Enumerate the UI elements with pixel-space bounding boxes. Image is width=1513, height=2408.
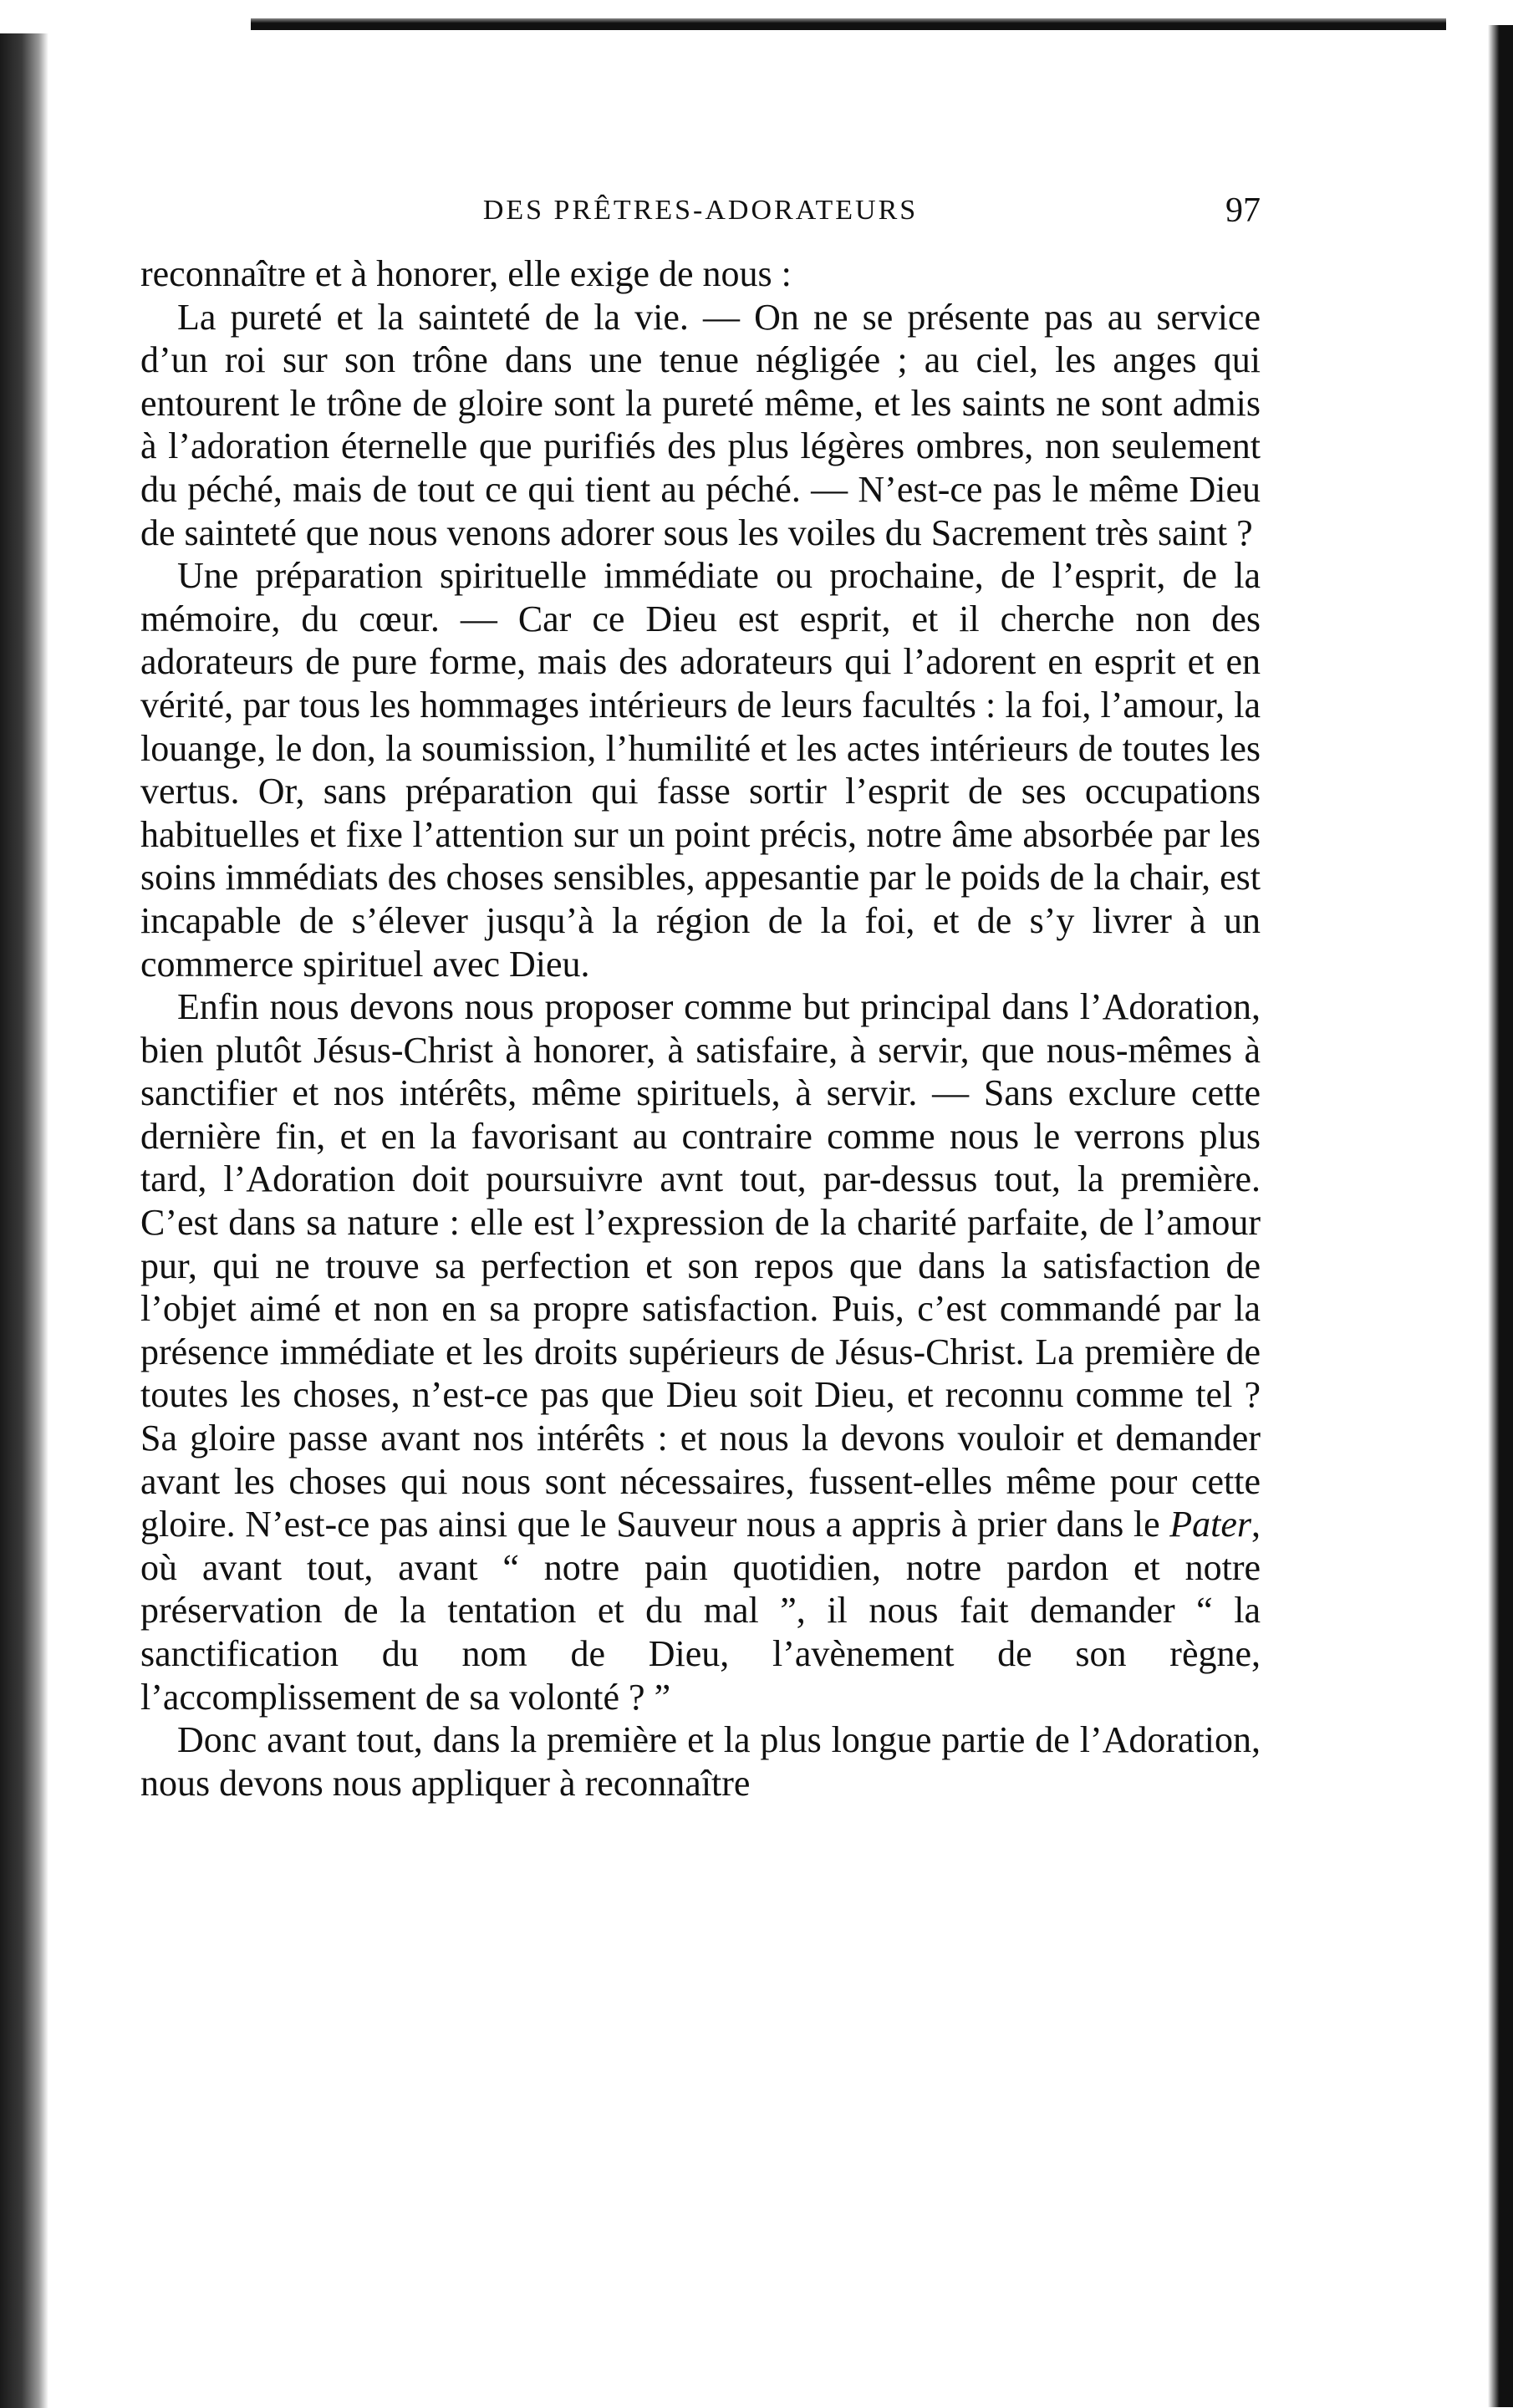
scan-right-edge	[1488, 25, 1513, 2407]
page-number: 97	[1225, 191, 1261, 230]
body-text	[140, 252, 1261, 1805]
paragraph-principal-aim	[140, 985, 1261, 1718]
scan-top-rule	[251, 18, 1446, 30]
paragraph-continuation: reconnaître et à honorer, elle exige de nous :	[140, 253, 792, 294]
pater-word: Pater	[1169, 1504, 1251, 1545]
running-title: DES PRÊTRES-ADORATEURS	[482, 195, 919, 226]
book-page	[140, 186, 1261, 1805]
running-head	[140, 186, 1261, 236]
paragraph-purity: La pureté et la sainteté de la vie. — On ne se présente pas au service d’un roi sur son trône dans une tenue négligée ; au ciel, les anges qui entourent le trône de gloire sont la pureté même, et les saints ne sont admis à l’adoration éternelle que purifiés des plus légères ombres, non seulement du péché, mais de tout ce qui tient au péché. — N’est-ce pas le même Dieu de sainteté que nous venons adorer sous les voiles du Sacrement très saint ?	[140, 296, 1261, 553]
paragraph-preparation: Une préparation spirituelle immédiate ou prochaine, de l’esprit, de la mémoire, du cœur. — Car ce Dieu est esprit, et il cherche non des adorateurs de pure forme, mais des adorateurs qui l’adorent en esprit et en vérité, par tous les hommages intérieurs de leurs facultés : la foi, l’amour, la louange, le don, la soumission, l’humilité et les actes intérieurs de toutes les vertus. Or, sans préparation qui fasse sortir l’esprit de ses occupations habituelles et fixe l’attention sur un point précis, notre âme absorbée par les soins immédiats des choses sensibles, appesantie par le poids de la chair, est incapable de s’élever jusqu’à la région de la foi, et de s’y livrer à un commerce spirituel avec Dieu.	[140, 555, 1261, 985]
paragraph-conclusion: Donc avant tout, dans la première et la plus longue partie de l’Adoration, nous devons nous appliquer à reconnaître	[140, 1719, 1261, 1804]
paragraph-principal-aim-part-2: , où avant tout, avant “ notre pain quotidien, notre pardon et notre préservation de la tentation et du mal ”, il nous fait demander “ la sanctification du nom de Dieu, l’avènement de son règne, l’accomplissement de sa volonté ? ”	[140, 1504, 1261, 1718]
paragraph-principal-aim-part-1: Enfin nous devons nous proposer comme but principal dans l’Adoration, bien plutôt Jésus-Christ à honorer, à satisfaire, à servir, que nous-mêmes à sanctifier et nos intérêts, même spirituels, à servir. — Sans exclure cette dernière fin, et en la favorisant au contraire comme nous le verrons plus tard, l’Adoration doit poursuivre avnt tout, par-dessus tout, la première. C’est dans sa nature : elle est l’expression de la charité parfaite, de l’amour pur, qui ne trouve sa perfection et son repos que dans la satisfaction de l’objet aimé et non en sa propre satisfaction. Puis, c’est commandé par la présence immédiate et les droits supérieurs de Jésus-Christ. La première de toutes les choses, n’est-ce pas que Dieu soit Dieu, et reconnu comme tel ? Sa gloire passe avant nos intérêts : et nous la devons vouloir et demander avant les choses qui nous sont nécessaires, fussent-elles même pour cette gloire. N’est-ce pas ainsi que le Sauveur nous a appris à prier dans le	[140, 986, 1261, 1545]
scan-left-edge	[0, 33, 48, 2408]
